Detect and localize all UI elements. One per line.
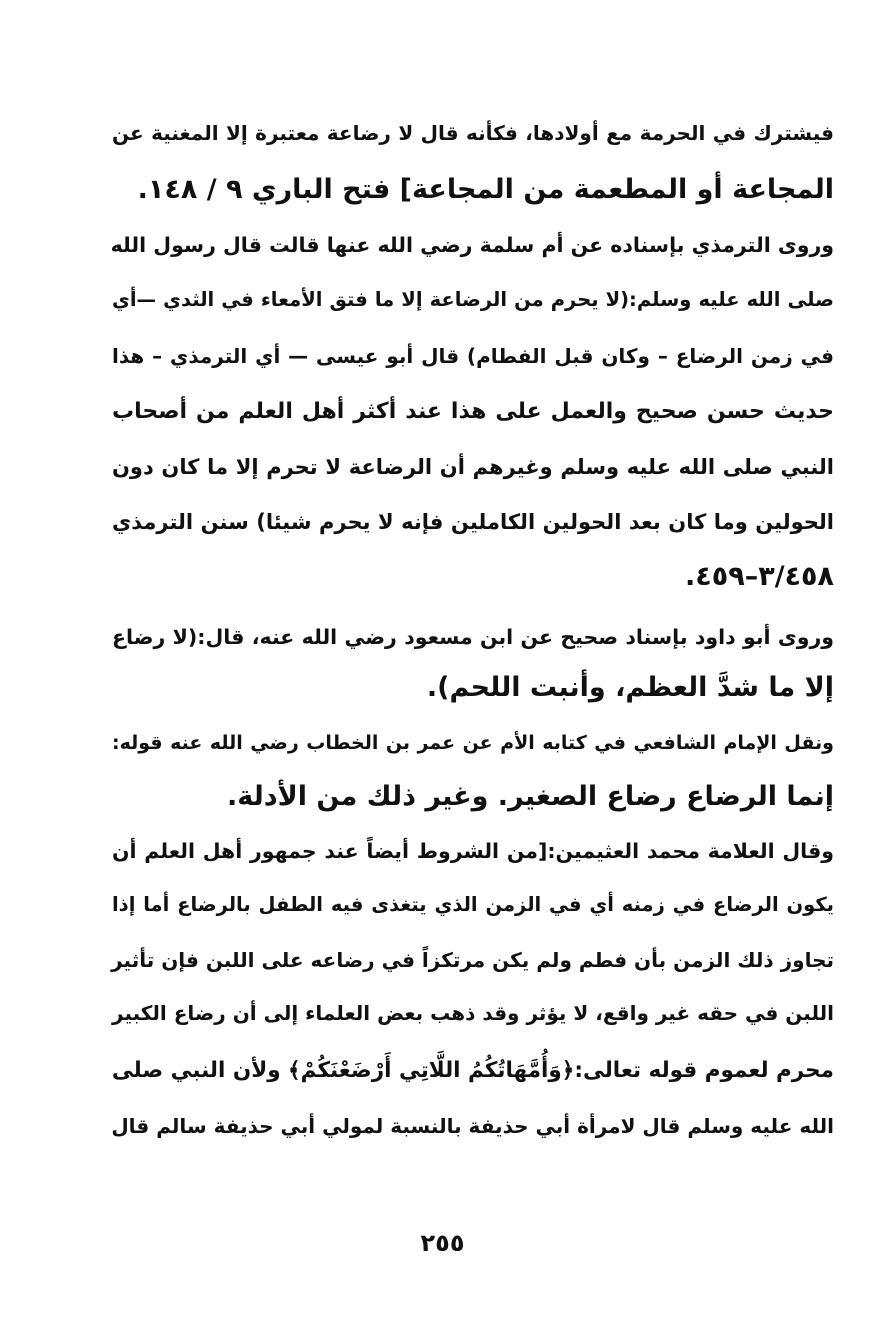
text-line: وقال العلامة محمد العثيمين:[من الشروط أيضاً عند جمهور أهل العلم أن [112, 839, 834, 863]
text-line: حديث حسن صحيح والعمل على هذا عند أكثر أهل العلم من أصحاب [112, 399, 834, 424]
page-number: ٢٥٥ [420, 1229, 465, 1257]
text-line: الحولين وما كان بعد الحولين الكاملين فإنه لا يحرم شيئا) سنن الترمذي [112, 510, 834, 534]
text-line: إنما الرضاع رضاع الصغير. وغير ذلك من الأدلة. [227, 781, 834, 812]
text-line: تجاوز ذلك الزمن بأن فطم ولم يكن مرتكزاً في رضاعه على اللبن فإن تأثير [111, 948, 834, 972]
text-line: في زمن الرضاع – وكان قبل الفطام) قال أبو عيسى — أي الترمذي – هذا [112, 344, 834, 368]
text-line: المجاعة أو المطعمة من المجاعة] فتح الباري ٩ / ١٤٨. [137, 174, 834, 205]
text-line: وروى أبو داود بإسناد صحيح عن ابن مسعود رضي الله عنه، قال:(لا رضاع [112, 625, 834, 649]
text-line: النبي صلى الله عليه وسلم وغيرهم أن الرضاعة لا تحرم إلا ما كان دون [112, 455, 834, 479]
text-line: فيشترك في الحرمة مع أولادها، فكأنه قال لا رضاعة معتبرة إلا المغنية عن [112, 121, 834, 145]
text-line: الله عليه وسلم قال لامرأة أبي حذيفة بالنسبة لمولي أبي حذيفة سالم قال [111, 1114, 834, 1138]
text-line: يكون الرضاع في زمنه أي في الزمن الذي يتغذى فيه الطفل بالرضاع أما إذا [112, 893, 834, 916]
text-line: وروى الترمذي بإسناده عن أم سلمة رضي الله عنها قالت قال رسول الله [110, 233, 834, 257]
text-line: ونقل الإمام الشافعي في كتابه الأم عن عمر بن الخطاب رضي الله عنه قوله: [112, 732, 834, 754]
text-line: اللبن في حقه غير واقع، لا يؤثر وقد ذهب بعض العلماء إلى أن رضاع الكبير [112, 1001, 834, 1025]
text-line: إلا ما شدَّ العظم، وأنبت اللحم). [426, 672, 834, 703]
text-line: صلى الله عليه وسلم:(لا يحرم من الرضاعة إلا ما فتق الأمعاء في الثدي —أي [112, 288, 834, 311]
text-line: ٣/٤٥٨–٤٥٩. [685, 561, 834, 592]
body-text [112, 0, 834, 1323]
text-line: محرم لعموم قوله تعالى:﴿وَأُمَّهَاتُكُمُ اللَّاتِي أَرْضَعْنَكُمْ﴾ ولأن النبي صلى [111, 1058, 834, 1083]
